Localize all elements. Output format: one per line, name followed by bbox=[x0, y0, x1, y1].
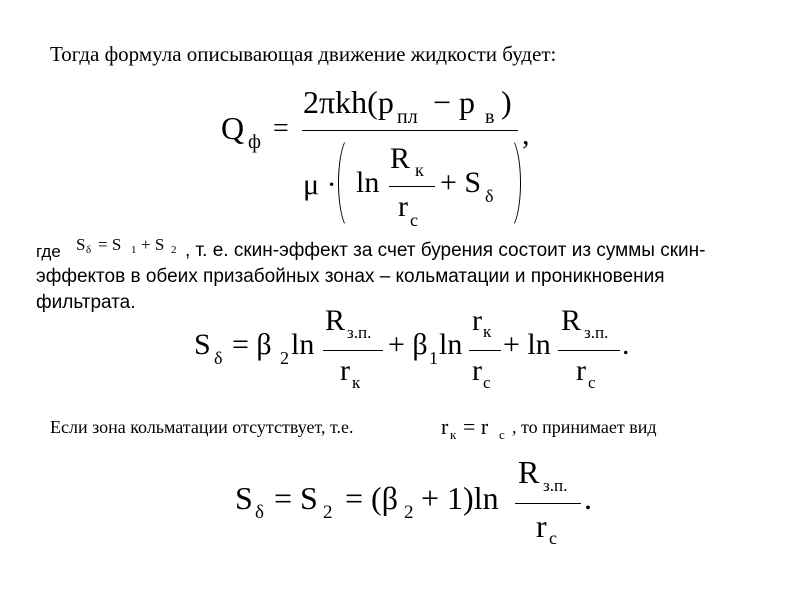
condition-text-before: Если зона кольматации отсутствует, т.е. bbox=[50, 417, 354, 437]
f3-s2-sub: 2 bbox=[323, 502, 333, 523]
f1-num-minus: − p bbox=[433, 84, 476, 120]
f3-eq2: = (β bbox=[345, 480, 398, 516]
f3-lhs: S bbox=[235, 480, 253, 516]
f1-num-sub1: пл bbox=[397, 106, 418, 128]
f3-frac-bar bbox=[515, 503, 581, 504]
f2-frac2-num: r bbox=[472, 304, 482, 337]
condition-eq: = r bbox=[463, 414, 489, 439]
f1-den-fraction-bar bbox=[389, 186, 435, 187]
f2-equals-beta: = β bbox=[232, 328, 272, 361]
inline-sub1: 1 bbox=[131, 244, 137, 256]
f2-frac2-den: r bbox=[472, 354, 482, 387]
f3-frac-den-sub: c bbox=[549, 528, 557, 548]
f1-main-fraction-bar bbox=[302, 130, 518, 131]
f3-period: . bbox=[584, 480, 592, 516]
f2-lhs: S bbox=[194, 328, 211, 361]
f1-den-plus: + S bbox=[440, 166, 482, 199]
inline-rest: = S bbox=[98, 235, 122, 254]
f1-num-close: ) bbox=[501, 84, 512, 120]
f1-lhs: Q bbox=[221, 110, 245, 146]
where-line1: , т. е. скин-эффект за счет бурения состоит из суммы скин- bbox=[185, 240, 706, 261]
f2-beta-sub1: 1 bbox=[429, 348, 438, 368]
f3-frac-num-sub: з.п. bbox=[543, 476, 568, 495]
f1-lhs-sub: ф bbox=[248, 131, 261, 153]
f2-beta-sub2: 2 bbox=[280, 348, 289, 368]
condition-r1: r bbox=[441, 414, 449, 439]
f1-den-ln: ln bbox=[356, 166, 380, 199]
f3-lhs-sub: δ bbox=[255, 502, 264, 523]
f2-period: . bbox=[622, 328, 630, 361]
f2-frac1-bar bbox=[323, 350, 383, 351]
f2-ln1: ln bbox=[291, 328, 315, 361]
where-word: где bbox=[36, 242, 61, 261]
f2-frac1-num-sub: з.п. bbox=[347, 323, 372, 342]
f1-den-frac-num-sub: к bbox=[415, 160, 424, 180]
f1-num-prefix: 2πkh(p bbox=[303, 84, 394, 120]
f2-frac1-den: r bbox=[340, 354, 350, 387]
f1-den-frac-den-sub: c bbox=[410, 210, 418, 230]
f2-frac2-den-sub: c bbox=[483, 373, 491, 392]
f1-comma: , bbox=[522, 118, 530, 151]
f1-equals: = bbox=[273, 113, 289, 144]
f1-den-plus-sub: δ bbox=[485, 186, 494, 206]
f2-frac1-den-sub: к bbox=[352, 373, 361, 392]
condition-r1-sub: к bbox=[450, 427, 457, 442]
where-line2: эффектов в обеих призабойных зонах – кольматации и проникновения bbox=[36, 266, 665, 287]
condition-text-after: , то принимает вид bbox=[512, 417, 657, 437]
f2-frac3-den: r bbox=[576, 354, 586, 387]
where-line3: фильтрата. bbox=[36, 292, 136, 313]
f3-eq1: = S bbox=[274, 480, 318, 516]
f2-plus-ln3: + ln bbox=[503, 328, 551, 361]
f2-ln2: ln bbox=[439, 328, 463, 361]
f2-frac2-num-sub: к bbox=[483, 322, 492, 341]
inline-sub2: 2 bbox=[171, 244, 177, 256]
f3-frac-den: r bbox=[536, 508, 547, 544]
f2-lhs-sub: δ bbox=[214, 348, 223, 368]
f2-frac3-den-sub: c bbox=[588, 373, 596, 392]
f2-frac2-bar bbox=[469, 350, 501, 351]
f2-frac3-bar bbox=[558, 350, 620, 351]
f1-den-frac-num: R bbox=[390, 142, 411, 175]
f1-right-paren bbox=[496, 136, 521, 230]
condition-r2-sub: c bbox=[499, 427, 505, 442]
inline-s-sub: δ bbox=[86, 244, 92, 256]
intro-text: Тогда формула описывающая движение жидкости будет: bbox=[50, 42, 557, 66]
f1-den-mu: μ · bbox=[303, 168, 337, 201]
f1-den-frac-den: r bbox=[398, 190, 408, 223]
inline-plus: + S bbox=[141, 235, 165, 254]
f2-plus-beta1: + β bbox=[388, 328, 428, 361]
f3-frac-num: R bbox=[518, 454, 540, 490]
f1-num-sub2: в bbox=[485, 106, 495, 128]
inline-s: S bbox=[76, 235, 86, 254]
f2-frac3-num: R bbox=[561, 304, 582, 337]
f3-plus-one-ln: + 1)ln bbox=[421, 480, 499, 516]
f3-beta-sub: 2 bbox=[404, 502, 414, 523]
f2-frac3-num-sub: з.п. bbox=[584, 323, 609, 342]
f2-frac1-num: R bbox=[325, 304, 346, 337]
